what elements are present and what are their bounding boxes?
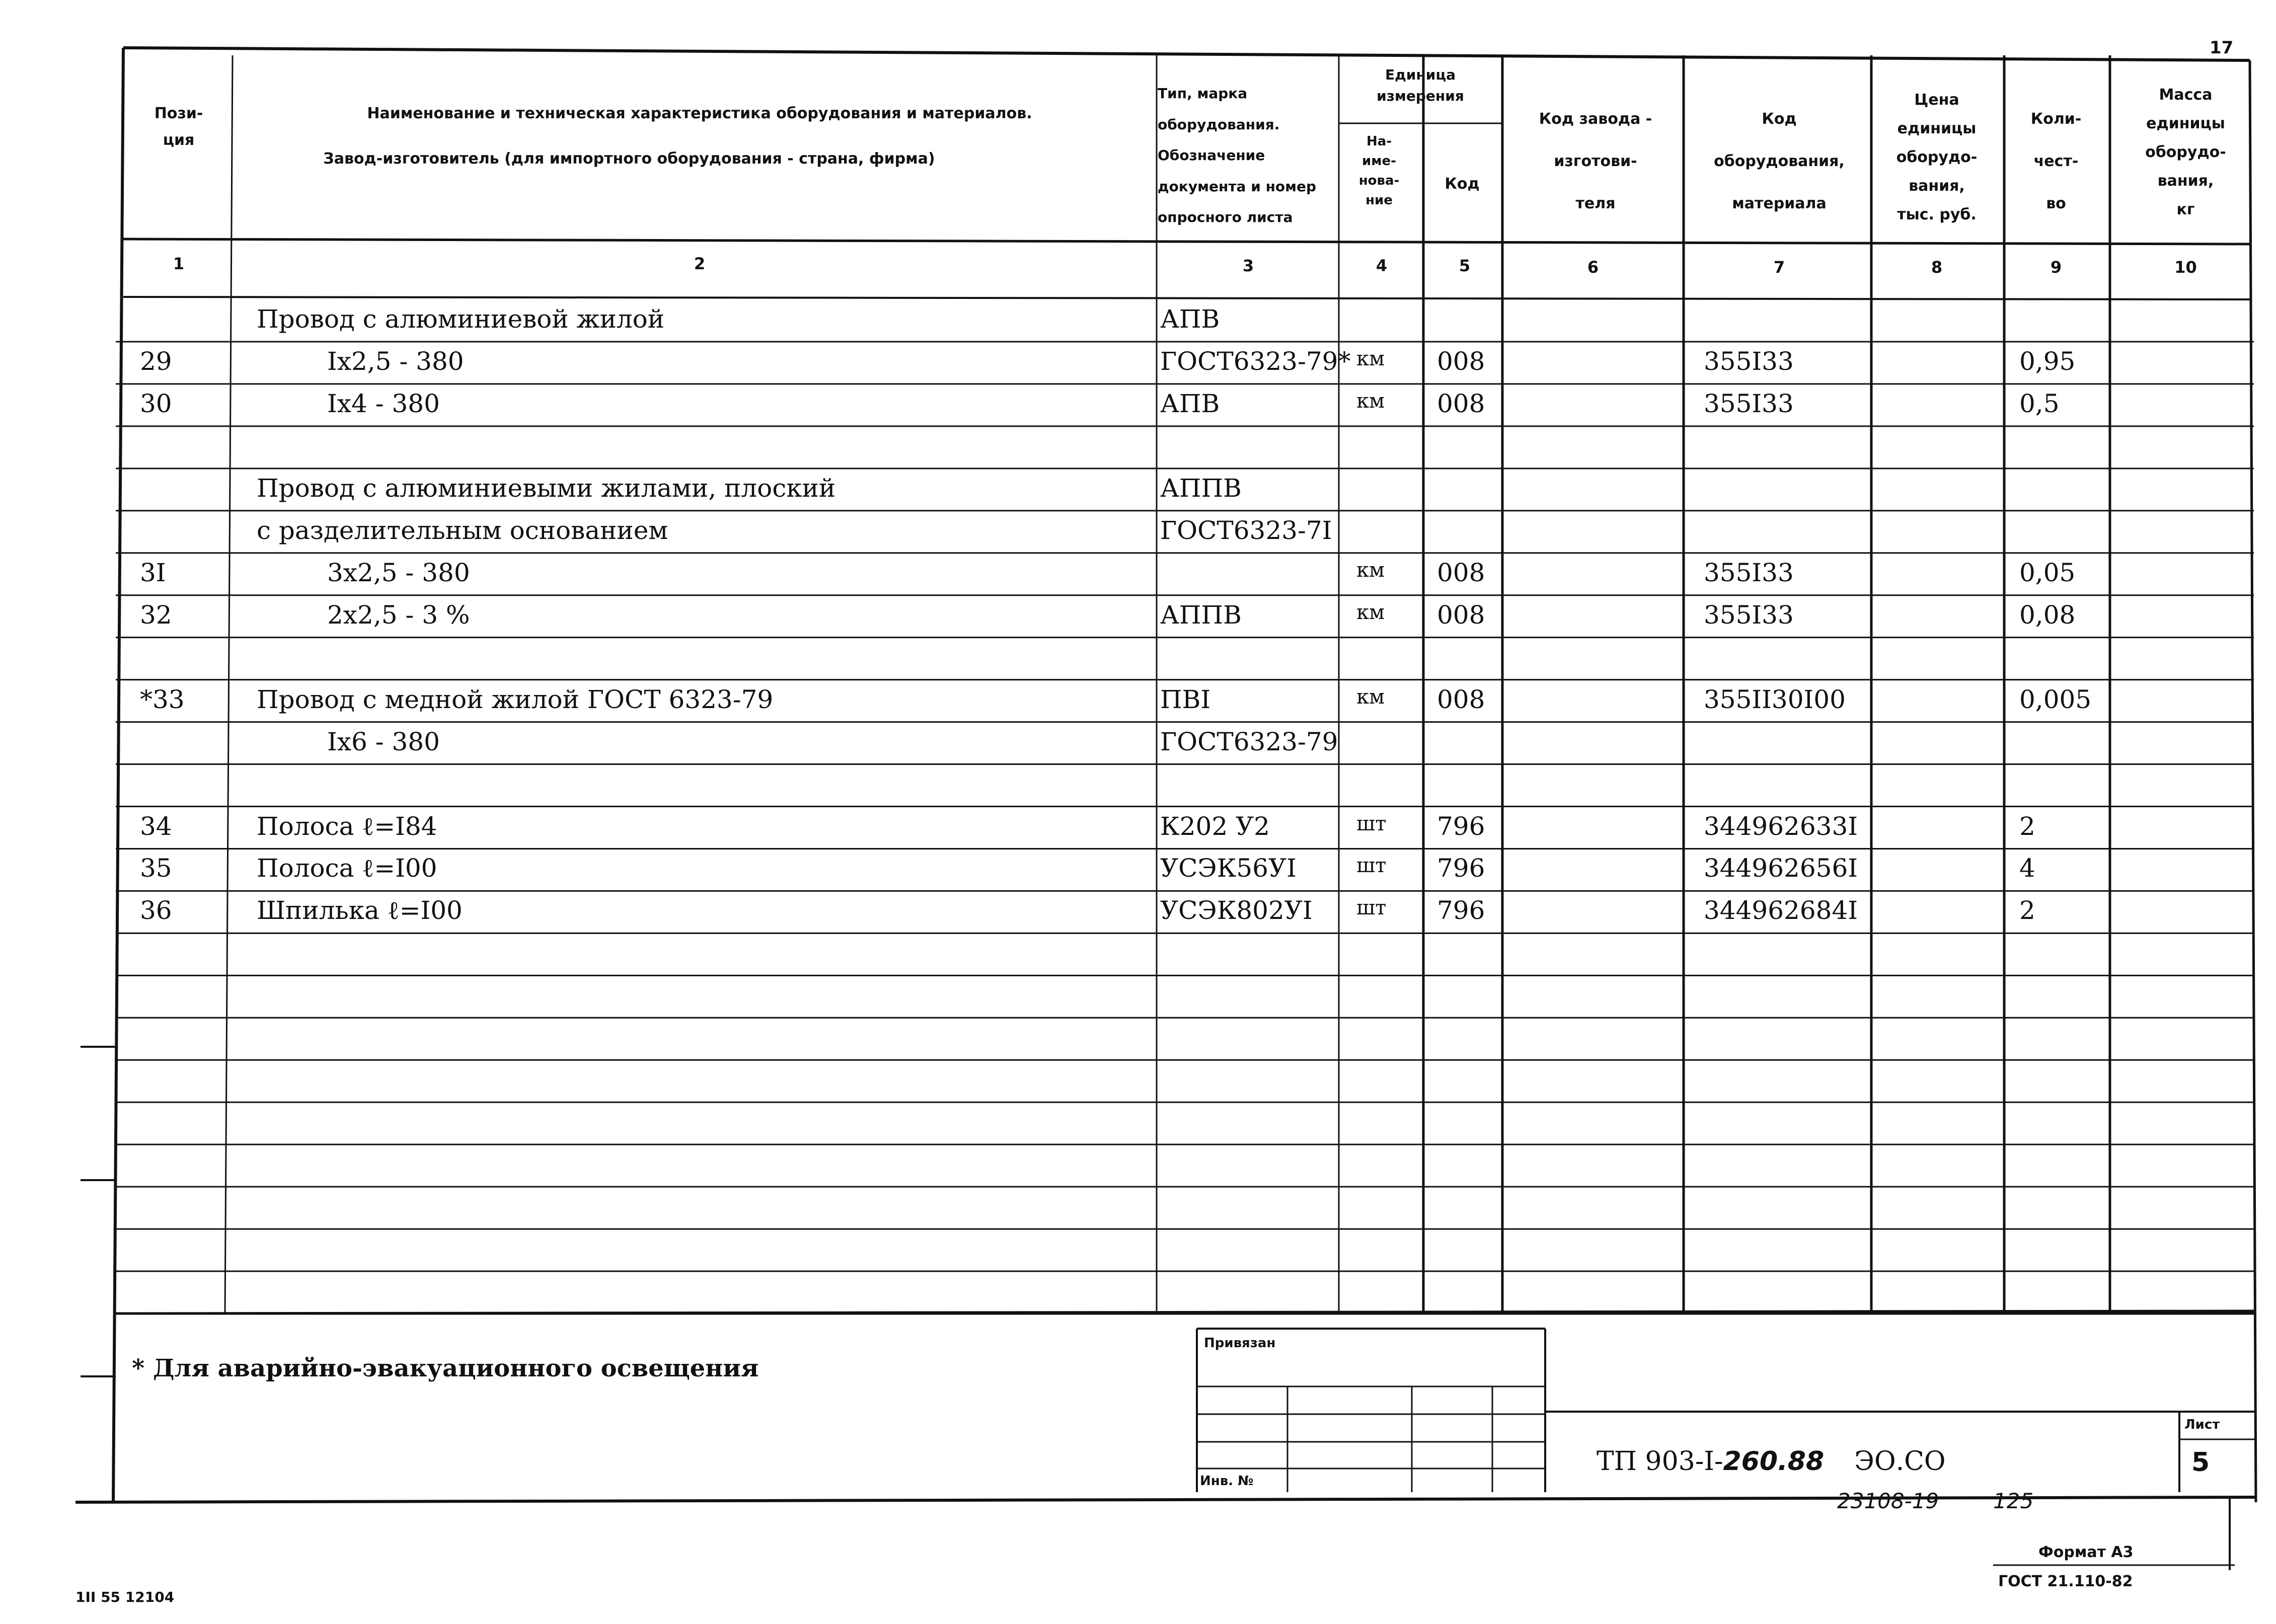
row-name: 2х2,5 - 3 % (327, 600, 470, 630)
row-unit: шт (1356, 812, 1387, 835)
row-name: Шпилька ℓ=I00 (257, 896, 463, 925)
row-name: Iх4 - 380 (327, 389, 440, 418)
row-quantity: 4 (2019, 854, 2035, 883)
column-number-bottom (123, 297, 2251, 299)
handwritten-page: 125 (1993, 1489, 2034, 1513)
row-type: ГОСТ6323-79* (1160, 346, 1351, 376)
frame-left (113, 48, 123, 1502)
row-type: УСЭК56УI (1160, 854, 1297, 883)
row-unit-code: 796 (1437, 811, 1485, 841)
row-quantity: 2 (2019, 896, 2035, 925)
row-type: К202 У2 (1160, 811, 1270, 841)
row-position: 35 (140, 854, 172, 883)
column-number-8: 8 (1931, 258, 1943, 277)
row-unit: км (1356, 347, 1385, 370)
column-number-10: 10 (2174, 258, 2197, 277)
row-unit: км (1356, 685, 1385, 709)
header-name-line2: Завод-изготовитель (для импортного оборудования - страна, фирма) (323, 150, 935, 168)
row-quantity: 2 (2019, 811, 2035, 841)
sheet-label: Лист (2184, 1417, 2220, 1432)
row-quantity: 0,95 (2019, 346, 2076, 376)
format-label: Формат А3 (2038, 1543, 2134, 1561)
row-position: 29 (140, 346, 172, 376)
row-unit-code: 008 (1437, 346, 1485, 376)
column-number-4: 4 (1376, 256, 1388, 275)
row-type: АППВ (1160, 473, 1242, 503)
row-type: ГОСТ6323-79 (1160, 727, 1338, 756)
header-material-code: Код оборудования, материала (1714, 110, 1845, 212)
row-position: 36 (140, 896, 172, 925)
row-material-code: 355II30I00 (1704, 684, 1846, 714)
row-name: Iх2,5 - 380 (327, 346, 464, 376)
row-material-code: 344962684I (1704, 896, 1858, 925)
row-name: 3х2,5 - 380 (327, 558, 470, 587)
row-type: УСЭК802УI (1160, 896, 1313, 925)
row-unit-code: 796 (1437, 896, 1485, 925)
header-unit-group: Единица измерения (1377, 66, 1464, 104)
corner-mark: 17 (2210, 38, 2234, 58)
header-type: Тип, марка оборудования. Обозначение документа и номер опросного листа (1158, 85, 1317, 226)
row-quantity: 0,005 (2019, 684, 2092, 714)
header-mass: Масса единицы оборудо- вания, кг (2145, 86, 2226, 218)
document-code (1597, 1448, 1946, 1475)
row-name: Провод с алюминиевой жилой (257, 304, 665, 334)
footnote: * Для аварийно-эвакуационного освещения (132, 1354, 759, 1382)
column-number-7: 7 (1773, 258, 1785, 277)
row-name: Iх6 - 380 (327, 727, 440, 756)
document-code-suffix: ЭО.СО (1854, 1446, 1946, 1477)
row-unit-code: 008 (1437, 600, 1485, 630)
header-quantity: Коли- чест- во (2030, 110, 2082, 212)
row-quantity: 0,05 (2019, 558, 2076, 587)
row-position: 34 (140, 811, 172, 841)
row-unit: шт (1356, 854, 1387, 878)
row-unit-code: 796 (1437, 854, 1485, 883)
row-name: Провод с алюминиевыми жилами, плоский (257, 473, 836, 503)
row-name: с разделительным основанием (257, 515, 668, 545)
row-unit: км (1356, 558, 1385, 582)
header-unit-code: Код (1445, 175, 1480, 193)
stamp-privyazan: Привязан (1204, 1336, 1276, 1351)
row-material-code: 355I33 (1704, 346, 1794, 376)
row-name: Полоса ℓ=I84 (257, 811, 437, 841)
sheet-number: 5 (2191, 1447, 2210, 1478)
frame-right (2250, 60, 2256, 1502)
header-price: Цена единицы оборудо- вания, тыс. руб. (1896, 91, 1978, 223)
row-position: 3I (140, 558, 166, 587)
header-unit-name: На- име- нова- ние (1358, 134, 1400, 208)
document-code-prefix: ТП 903-I- (1597, 1446, 1723, 1477)
bottom-left-mark: 1II 55 12104 (75, 1589, 175, 1605)
row-name: Полоса ℓ=I00 (257, 854, 437, 883)
row-unit-code: 008 (1437, 389, 1485, 418)
row-unit: км (1356, 389, 1385, 413)
header-position: Пози- ция (154, 105, 203, 149)
header-factory-code: Код завода - изготови- теля (1539, 110, 1652, 212)
column-number-1: 1 (173, 254, 185, 273)
row-type: ПВI (1160, 684, 1211, 714)
column-number-2: 2 (694, 254, 706, 273)
row-unit: км (1356, 600, 1385, 624)
row-material-code: 355I33 (1704, 558, 1794, 587)
row-material-code: 355I33 (1704, 600, 1794, 630)
column-number-9: 9 (2050, 258, 2062, 277)
row-type: АПВ (1160, 304, 1220, 334)
header-bottom (123, 239, 2251, 244)
row-position: 30 (140, 389, 172, 418)
row-material-code: 344962633I (1704, 811, 1858, 841)
column-number-6: 6 (1587, 258, 1599, 277)
frame-top (123, 48, 2250, 60)
row-unit-code: 008 (1437, 684, 1485, 714)
row-position: *33 (140, 684, 185, 714)
handwritten-number: 23108-19 (1837, 1489, 1939, 1513)
row-unit-code: 008 (1437, 558, 1485, 587)
row-type: АПВ (1160, 389, 1220, 418)
column-number-3: 3 (1242, 256, 1254, 275)
document-code-number: 260.88 (1723, 1446, 1825, 1477)
row-material-code: 344962656I (1704, 854, 1858, 883)
column-number-5: 5 (1459, 256, 1471, 275)
stamp-inv-no: Инв. № (1200, 1474, 1254, 1489)
gost-label: ГОСТ 21.110-82 (1998, 1573, 2133, 1590)
row-material-code: 355I33 (1704, 389, 1794, 418)
row-quantity: 0,08 (2019, 600, 2076, 630)
row-quantity: 0,5 (2019, 389, 2060, 418)
row-position: 32 (140, 600, 172, 630)
row-name: Провод с медной жилой ГОСТ 6323-79 (257, 684, 774, 714)
row-unit: шт (1356, 896, 1387, 920)
header-name-line1: Наименование и техническая характеристика оборудования и материалов. (367, 105, 1032, 122)
row-type: ГОСТ6323-7I (1160, 515, 1332, 545)
column-divider-1 (225, 55, 233, 1313)
row-type: АППВ (1160, 600, 1242, 630)
